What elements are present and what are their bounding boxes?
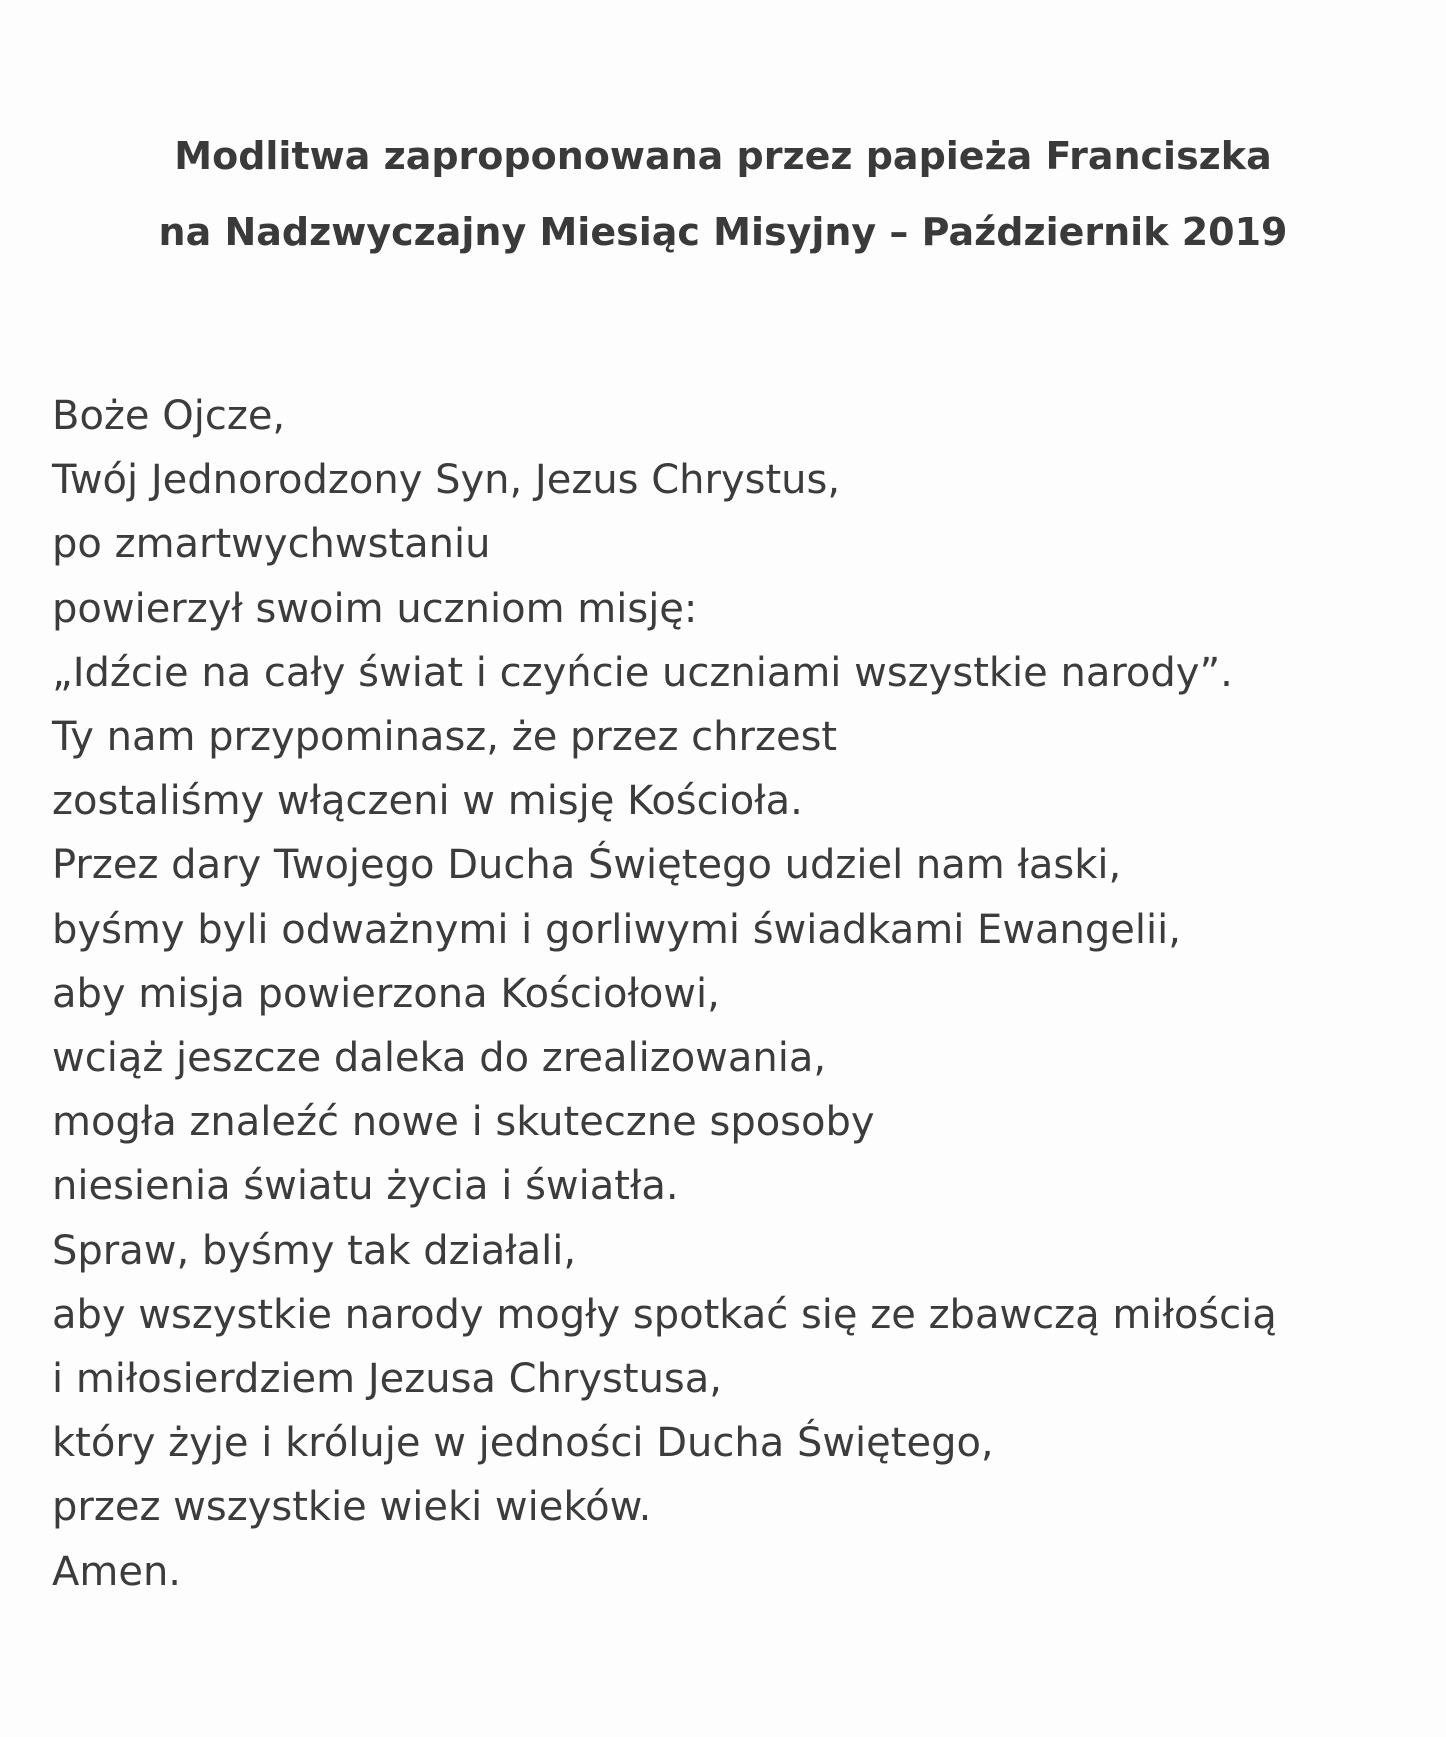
prayer-amen: Amen. [52, 1548, 182, 1595]
prayer-text [52, 384, 1432, 1604]
prayer-line: zostaliśmy włączeni w misję Kościoła. [52, 778, 803, 825]
prayer-line: Przez dary Twojego Ducha Świętego udziel nam łaski, [52, 842, 1122, 889]
prayer-line: „Idźcie na cały świat i czyńcie uczniami wszystkie narody”. [52, 649, 1233, 696]
prayer-line: Ty nam przypominasz, że przez chrzest [52, 714, 838, 761]
prayer-line: Boże Ojcze, [52, 393, 286, 439]
prayer-line: powierzył swoim uczniom misję: [52, 585, 698, 632]
prayer-line: niesienia światu życia i światła. [52, 1163, 679, 1210]
title-line-1: Modlitwa zaproponowana przez papieża Franciszka [174, 134, 1272, 178]
prayer-line: byśmy byli odważnymi i gorliwymi świadkami Ewangelii, [52, 906, 1181, 953]
prayer-line: mogła znaleźć nowe i skuteczne sposoby [52, 1099, 875, 1146]
prayer-line: po zmartwychwstaniu [52, 521, 491, 568]
prayer-line: wciąż jeszcze daleka do zrealizowania, [52, 1035, 827, 1082]
prayer-line: Twój Jednorodzony Syn, Jezus Chrystus, [52, 457, 841, 504]
prayer-line: i miłosierdziem Jezusa Chrystusa, [52, 1356, 722, 1403]
document-title [0, 118, 1446, 270]
prayer-line: który żyje i króluje w jedności Ducha Świętego, [52, 1420, 994, 1467]
prayer-line: aby misja powierzona Kościołowi, [52, 970, 720, 1017]
prayer-line: przez wszystkie wieki wieków. [52, 1484, 652, 1531]
title-line-2: na Nadzwyczajny Miesiąc Misyjny – Październik 2019 [158, 210, 1288, 254]
prayer-line: Spraw, byśmy tak działali, [52, 1227, 577, 1274]
prayer-line: aby wszystkie narody mogły spotkać się ze zbawczą miłością [52, 1291, 1277, 1338]
